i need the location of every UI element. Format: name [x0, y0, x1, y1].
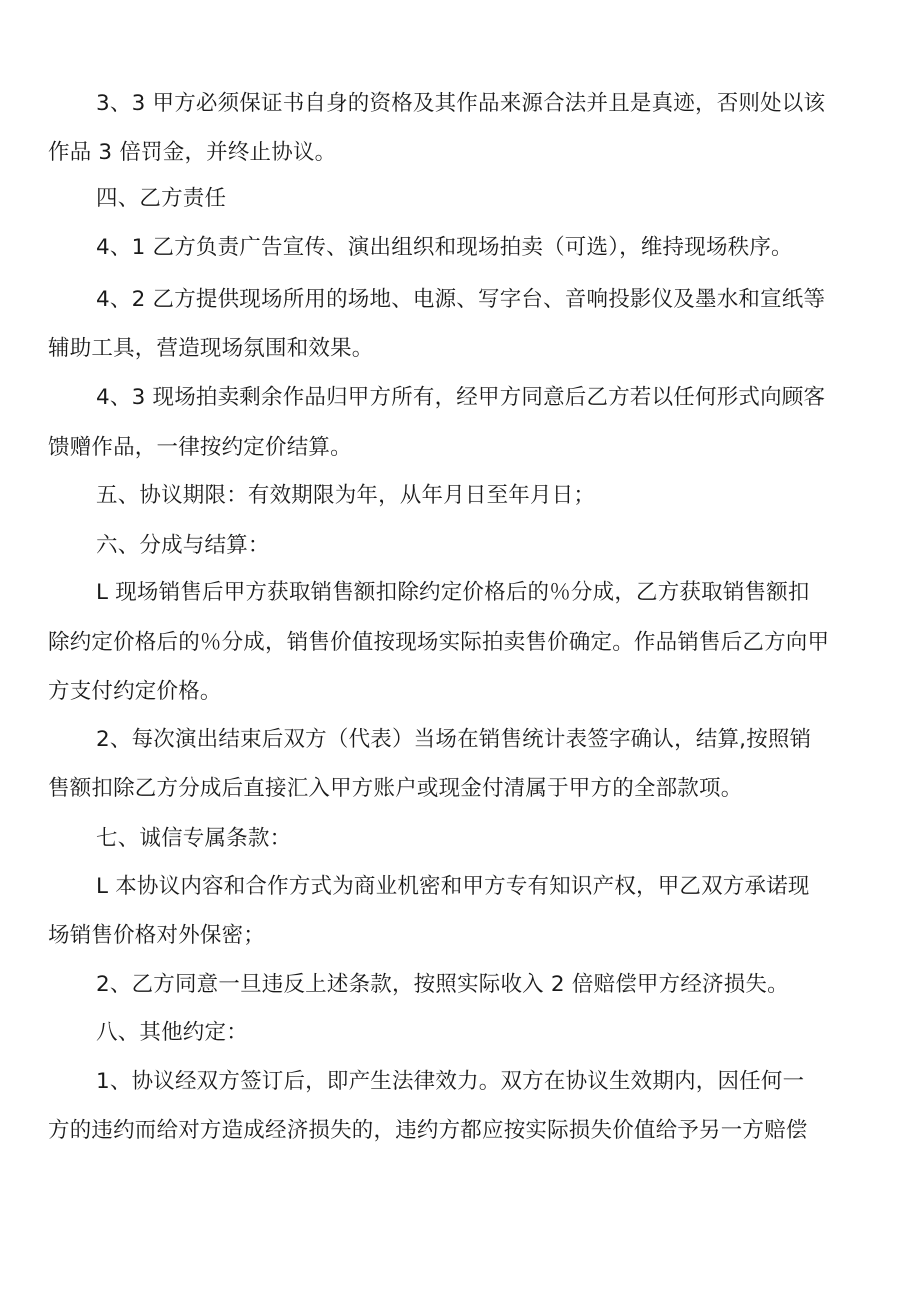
- section-8-heading: 八、其他约定：: [96, 1020, 248, 1045]
- clause-7-1-line-1: L 本协议内容和合作方式为商业机密和甲方专有知识产权，甲乙双方承诺现: [96, 874, 810, 899]
- clause-4-3-line-1: 4、3 现场拍卖剩余作品归甲方所有，经甲方同意后乙方若以任何形式向顾客: [96, 385, 826, 410]
- clause-8-1-line-1: 1、协议经双方签订后，即产生法律效力。双方在协议生效期内，因任何一: [96, 1069, 805, 1094]
- section-4-heading: 四、乙方责任: [96, 186, 227, 211]
- clause-6-2-line-1: 2、每次演出结束后双方（代表）当场在销售统计表签字确认，结算,按照销: [96, 727, 812, 752]
- section-6-heading: 六、分成与结算：: [96, 533, 270, 558]
- clause-6-1-line-2: 除约定价格后的％分成，销售价值按现场实际拍卖售价确定。作品销售后乙方向甲: [48, 630, 830, 655]
- clause-6-1-line-3: 方支付约定价格。: [48, 679, 222, 704]
- clause-3-3-line-2: 作品 3 倍罚金，并终止协议。: [48, 140, 337, 165]
- clause-4-1-line-1: 4、1 乙方负责广告宣传、演出组织和现场拍卖（可选），维持现场秩序。: [96, 235, 793, 260]
- clause-4-3-line-2: 馈赠作品，一律按约定价结算。: [48, 435, 352, 460]
- section-7-heading: 七、诚信专属条款：: [96, 826, 292, 851]
- clause-8-1-line-2: 方的违约而给对方造成经济损失的，违约方都应按实际损失价值给予另一方赔偿: [48, 1118, 808, 1143]
- clause-7-2-line-1: 2、乙方同意一旦违反上述条款，按照实际收入 2 倍赔偿甲方经济损失。: [96, 972, 789, 997]
- section-5-heading: 五、协议期限：有效期限为年，从年月日至年月日；: [96, 483, 596, 508]
- clause-4-2-line-1: 4、2 乙方提供现场所用的场地、电源、写字台、音响投影仪及墨水和宣纸等: [96, 287, 826, 312]
- clause-7-1-line-2: 场销售价格对外保密；: [48, 923, 266, 948]
- clause-3-3-line-1: 3、3 甲方必须保证书自身的资格及其作品来源合法并且是真迹，否则处以该: [96, 91, 826, 116]
- clause-4-2-line-2: 辅助工具，营造现场氛围和效果。: [48, 336, 374, 361]
- clause-6-1-line-1: L 现场销售后甲方获取销售额扣除约定价格后的％分成，乙方获取销售额扣: [96, 580, 810, 605]
- clause-6-2-line-2: 售额扣除乙方分成后直接汇入甲方账户或现金付清属于甲方的全部款项。: [48, 776, 743, 801]
